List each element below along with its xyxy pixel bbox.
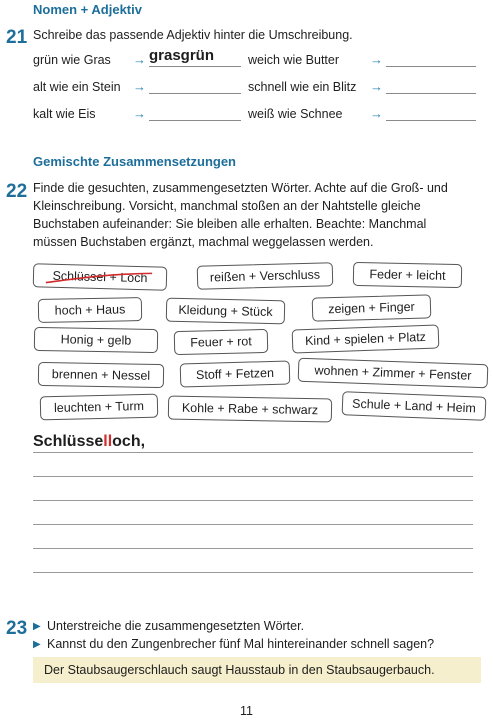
answer-blank[interactable] [149, 79, 241, 94]
word-box: Schule + Land + Heim [342, 391, 487, 421]
bullet-text: Unterstreiche die zusammengesetzten Wörter. [47, 619, 305, 633]
phrase-kalt-wie-eis: kalt wie Eis [33, 107, 96, 121]
bullet-text: Kannst du den Zungenbrecher fünf Mal hintereinander schnell sagen? [47, 637, 435, 651]
page-number: 11 [240, 704, 253, 718]
writing-line[interactable] [33, 452, 473, 453]
word-box: brennen + Nessel [38, 362, 164, 388]
phrase-weich-wie-butter: weich wie Butter [248, 53, 340, 67]
arrow-icon: → [133, 106, 146, 121]
bullet-icon: ▶ [33, 639, 41, 650]
word-box: Kind + spielen + Platz [292, 324, 440, 353]
word-box: Feder + leicht [353, 262, 462, 288]
section-title-21: Nomen + Adjektiv [33, 2, 142, 17]
word-box: wohnen + Zimmer + Fenster [298, 358, 489, 389]
handwritten-answer: grasgrün [149, 47, 215, 64]
writing-line[interactable] [33, 500, 473, 501]
writing-line[interactable] [33, 524, 473, 525]
instruction-22 [33, 179, 483, 251]
instruction-line: Kleinschreibung. Vorsicht, manchmal stoßen an der Nahtstelle gleiche [33, 199, 421, 213]
word-box: Stoff + Fetzen [180, 360, 291, 387]
phrase-weiss-wie-schnee: weiß wie Schnee [248, 107, 343, 121]
instruction-line: müssen Buchstaben ergänzt, machmal weggelassen werden. [33, 235, 374, 249]
instruction-21: Schreibe das passende Adjektiv hinter die Umschreibung. [33, 28, 353, 42]
section-title-22: Gemischte Zusammensetzungen [33, 154, 236, 169]
arrow-icon: → [370, 52, 383, 67]
exercise-number-23: 23 [6, 618, 28, 639]
phrase-schnell-wie-ein-blitz: schnell wie ein Blitz [248, 80, 357, 94]
answer-blank[interactable] [149, 47, 241, 67]
answer-blank[interactable] [386, 106, 476, 121]
arrow-icon: → [370, 106, 383, 121]
word-box: Kleidung + Stück [166, 298, 286, 325]
strike-mark [42, 266, 158, 287]
answer-blank[interactable] [386, 79, 476, 94]
writing-line[interactable] [33, 548, 473, 549]
writing-line[interactable] [33, 476, 473, 477]
answer-blank[interactable] [386, 52, 476, 67]
arrow-icon: → [370, 79, 383, 94]
exercise-number-21: 21 [6, 27, 28, 48]
writing-line[interactable] [33, 572, 473, 573]
word-box: hoch + Haus [38, 297, 142, 323]
arrow-icon: → [133, 79, 146, 94]
word-box-schluessel-loch: Schlüssel + Loch [33, 263, 168, 290]
word-box: reißen + Verschluss [197, 262, 334, 290]
word-box: Honig + gelb [34, 327, 158, 353]
word-box: Feuer + rot [174, 329, 269, 355]
phrase-alt-wie-ein-stein: alt wie ein Stein [33, 80, 121, 94]
tongue-twister: Der Staubsaugerschlauch saugt Hausstaub in den Staubsaugerbauch. [33, 657, 481, 683]
phrase-gruen-wie-gras: grün wie Gras [33, 53, 111, 67]
instruction-line: Finde die gesuchten, zusammengesetzten Wörter. Achte auf die Groß- und [33, 181, 448, 195]
word-box: leuchten + Turm [40, 394, 159, 421]
answer-blank[interactable] [149, 106, 241, 121]
word-box: zeigen + Finger [312, 294, 432, 321]
exercise-number-22: 22 [6, 181, 28, 202]
handwritten-answer-22: Schlüsselloch, [33, 433, 146, 450]
bullet-icon: ▶ [33, 621, 41, 632]
word-box: Kohle + Rabe + schwarz [168, 396, 332, 423]
instruction-line: Buchstaben aufeinander: Sie bleiben alle erhalten. Beachte: Manchmal [33, 217, 427, 231]
arrow-icon: → [133, 52, 146, 67]
